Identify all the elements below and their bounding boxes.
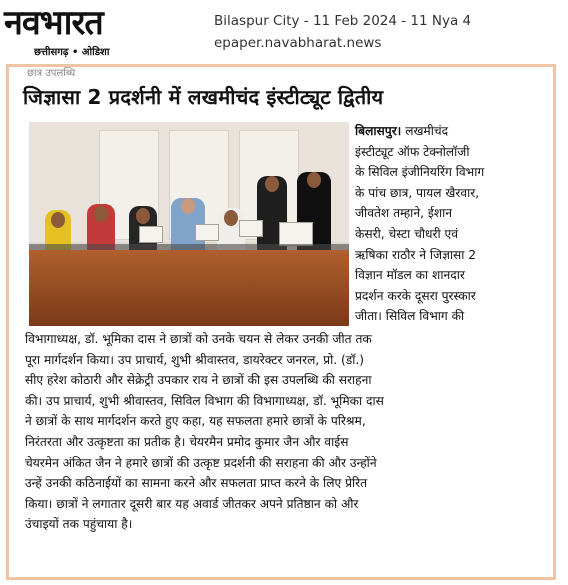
article-line: सीए हरेश कोठारी और सेक्रेट्री उपकार राय ने छात्रों की इस उपलब्धि की सराहना: [25, 373, 372, 388]
article-line: उंचाइयों तक पहुंचाया है।: [25, 517, 133, 532]
article-line: ऋषिका राठौर ने जिज्ञासा 2: [355, 247, 477, 262]
kicker-label: छात्र उपलब्धि: [27, 68, 76, 79]
logo-text: नवभारत: [4, 3, 103, 43]
article-line: विज्ञान मॉडल का शानदार: [355, 268, 465, 283]
photo-person-head: [224, 210, 238, 226]
article-line-text: लखमीचंद: [405, 124, 449, 138]
photo-person-head: [136, 208, 150, 224]
logo-subtitle: छत्तीसगढ़ • ओडिशा: [34, 47, 110, 58]
photo-person-head: [307, 172, 321, 188]
article-line: ने छात्रों के साथ मार्गदर्शन करते हुए कहा, यह सफलता हमारे छात्रों के परिश्रम,: [25, 414, 366, 429]
article-line: चेयरमेन अंकित जैन ने हमारे छात्रों की उत्कृष्ट प्रदर्शनी की सराहना की और उन्होंने: [25, 455, 377, 470]
article-body: [25, 329, 551, 535]
desk: [29, 250, 349, 326]
news-clipping: [6, 64, 556, 580]
article-line: प्रदर्शन करके दूसरा पुरस्कार: [355, 288, 476, 303]
photo-person-head: [181, 198, 195, 214]
photo-person-head: [94, 206, 108, 222]
article-headline: जिज्ञासा 2 प्रदर्शनी में लखमीचंद इंस्टीट्यूट द्वितीय: [23, 85, 384, 109]
certificate-icon: [239, 220, 263, 237]
certificate-icon: [139, 226, 163, 243]
article-line: पूरा मार्गदर्शन किया। उप प्राचार्य, शुभी श्रीवास्तव, डायरेक्टर जनरल, प्रो. (डॉ.): [25, 352, 365, 367]
article-line: उन्हें उनकी कठिनाईयों का सामना करने और सफलता प्राप्त करने के लिए प्रेरित: [25, 476, 368, 491]
article-line: के सिविल इंजीनियरिंग विभाग: [355, 165, 485, 180]
article-right-column: [355, 121, 551, 327]
article-line: निरंतरता और उत्कृष्टता का प्रतीक है। चेयरमैन प्रमोद कुमार जैन और वाईस: [25, 434, 349, 449]
edition-meta: [214, 10, 471, 54]
certificate-icon: [279, 222, 313, 246]
article-line: की। उप प्राचार्य, शुभी श्रीवास्तव, सिविल विभाग की विभागाध्यक्ष, डॉ. भूमिका दास: [25, 393, 384, 408]
dateline: बिलासपुर।: [355, 124, 402, 138]
edition-date-line: Bilaspur City - 11 Feb 2024 - 11 Nya 4: [214, 13, 472, 29]
article-line: केसरी, चेस्टा चौधरी एवं: [355, 226, 459, 241]
article-line: [355, 121, 551, 142]
article-line: जीवतेश तम्हाने, ईशान: [355, 206, 453, 221]
newspaper-logo: [4, 4, 204, 59]
article-line: इंस्टीट्यूट ऑफ टेक्नोलॉजी: [355, 144, 470, 159]
article-line: जीता। सिविल विभाग की: [355, 309, 465, 324]
award-photo: [29, 122, 349, 326]
epaper-url: epaper.navabharat.news: [214, 35, 382, 51]
article-line: के पांच छात्र, पायल खैरवार,: [355, 185, 480, 200]
article-line: विभागाध्यक्ष, डॉ. भूमिका दास ने छात्रों को उनके चयन से लेकर उनकी जीत तक: [25, 332, 372, 346]
photo-person-head: [51, 212, 65, 228]
article-line: किया। छात्रों ने लगातार दूसरी बार यह अवार्ड जीतकर अपने प्रतिष्ठान को और: [25, 496, 359, 511]
masthead: [0, 0, 568, 62]
certificate-icon: [195, 224, 219, 241]
photo-person-head: [265, 176, 279, 192]
